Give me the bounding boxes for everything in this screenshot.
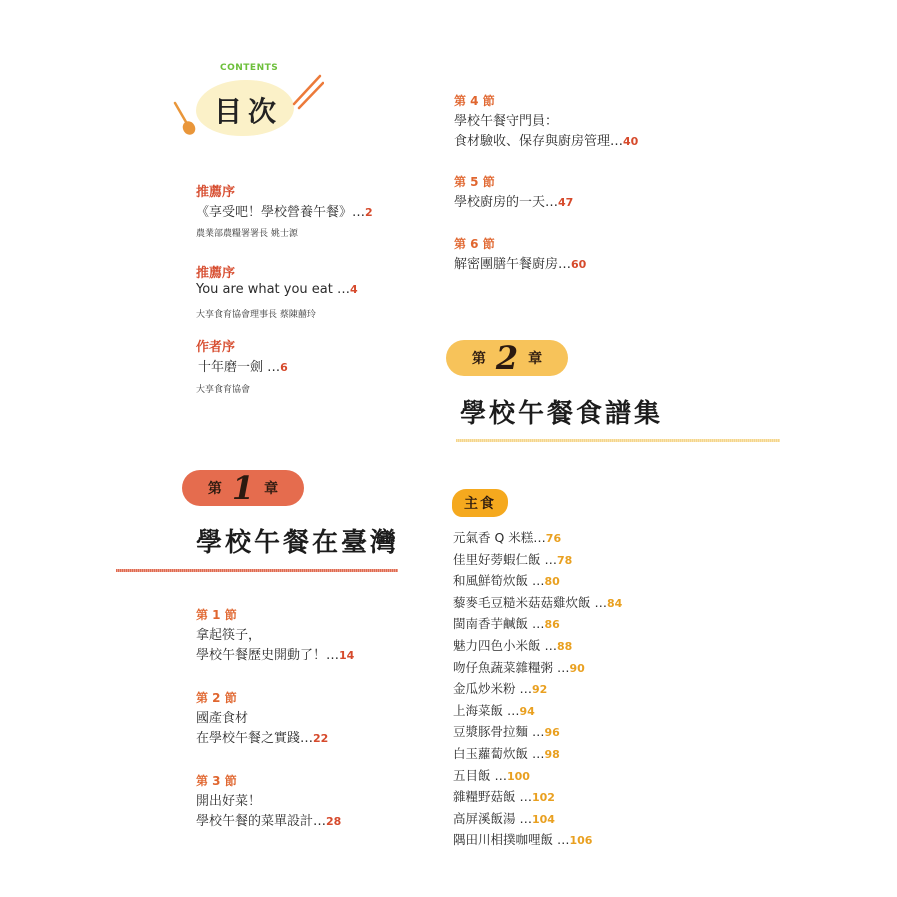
page-title: 目次 (214, 95, 283, 128)
section-2-page: 22 (313, 732, 329, 745)
section-5-heading: 第 5 節 (454, 175, 495, 189)
recipe-item[interactable] (453, 809, 622, 831)
recipe-name: 佳里好蒡蝦仁飯 … (453, 551, 557, 567)
preface-2-page: 4 (349, 283, 358, 296)
recipe-page: 88 (556, 639, 573, 653)
chapter-1-suffix: 章 (264, 481, 279, 497)
section-5-page: 47 (558, 196, 574, 209)
recipe-item[interactable] (453, 571, 622, 593)
section-4-line-1: 學校午餐守門員： (454, 114, 559, 129)
chopsticks-icon (290, 74, 324, 110)
spoon-icon (172, 100, 198, 136)
section-4-page: 40 (623, 135, 639, 148)
preface-2-title[interactable] (196, 282, 358, 297)
section-1-line-2: 學校午餐歷史開動了！… (196, 648, 340, 663)
section-3-line-1: 開出好菜！ (196, 794, 262, 809)
recipe-name: 隅田川相撲咖哩飯 … (453, 832, 570, 848)
section-2-line-2: 在學校午餐之實踐… (196, 731, 314, 746)
section-3-line-2: 學校午餐的菜單設計… (196, 814, 327, 829)
recipe-page: 76 (545, 532, 562, 545)
preface-3-page: 6 (280, 361, 288, 374)
chapter-1-number: 1 (231, 469, 255, 507)
section-6[interactable] (454, 235, 586, 275)
recipe-page: 80 (544, 575, 560, 589)
section-5[interactable] (454, 173, 573, 213)
recipe-page: 100 (506, 769, 530, 783)
recipe-name: 高屏溪飯湯 … (453, 810, 532, 826)
preface-3-title[interactable] (198, 356, 288, 375)
recipe-item[interactable] (453, 830, 622, 852)
section-4-line-2: 食材驗收、保存與廚房管理… (454, 134, 624, 149)
recipe-page: 84 (606, 596, 623, 610)
recipe-item[interactable] (453, 593, 622, 615)
preface-2-text: You are what you eat … (196, 282, 350, 297)
chapter-2-suffix: 章 (528, 351, 543, 367)
preface-1-text: 《享受吧！學校營養午餐》… (196, 205, 366, 220)
recipe-name: 閩南香芋鹹飯 … (453, 616, 545, 632)
chapter-1-divider (116, 569, 398, 572)
recipe-name: 和風鮮筍炊飯 … (453, 573, 545, 589)
chapter-1-title: 學校午餐在臺灣 (196, 528, 400, 558)
chapter-2-number: 2 (495, 339, 519, 377)
preface-1-author: 農業部農糧署署長 姚士源 (196, 229, 298, 239)
preface-2-author: 大享食育協會理事長 蔡陳囍玲 (196, 310, 316, 320)
section-6-page: 60 (571, 258, 587, 271)
chapter-2-prefix: 第 (471, 351, 486, 367)
recipe-name: 藜麥毛豆糙米菇菇雞炊飯 … (453, 594, 607, 610)
preface-3-heading: 作者序 (196, 340, 236, 355)
chapter-2-title: 學校午餐食譜集 (460, 399, 664, 429)
section-1-page: 14 (339, 649, 355, 662)
recipe-name: 白玉蘿蔔炊飯 … (453, 745, 545, 761)
chapter-2-badge (446, 340, 568, 376)
recipe-item[interactable] (453, 550, 622, 572)
chapter-2-divider (456, 439, 780, 442)
recipe-page: 90 (569, 661, 585, 675)
recipe-item[interactable] (453, 744, 622, 766)
recipe-name: 魅力四色小米飯 … (453, 637, 557, 653)
recipe-page: 96 (544, 726, 560, 740)
recipe-item[interactable] (453, 701, 622, 723)
preface-3-author: 大享食育協會 (196, 385, 251, 395)
section-2-heading: 第 2 節 (196, 691, 237, 705)
recipe-item[interactable] (453, 658, 622, 680)
recipe-item[interactable] (453, 766, 622, 788)
recipe-item[interactable] (453, 787, 622, 809)
section-1[interactable] (196, 606, 354, 666)
recipe-name: 上海菜飯 … (453, 702, 520, 718)
chapter-1-badge (182, 470, 304, 506)
recipe-page: 94 (519, 704, 535, 718)
preface-1-title[interactable] (196, 201, 373, 220)
recipe-item[interactable] (453, 614, 622, 636)
preface-1-page: 2 (365, 206, 373, 219)
recipe-item[interactable] (453, 722, 622, 744)
recipe-item[interactable] (453, 636, 622, 658)
section-2-line-1: 國產食材 (196, 711, 249, 726)
recipe-page: 86 (544, 618, 560, 632)
section-2[interactable] (196, 689, 328, 749)
recipe-name: 雜糧野菇飯 … (453, 789, 532, 805)
section-4-heading: 第 4 節 (454, 94, 495, 108)
section-3-heading: 第 3 節 (196, 774, 237, 788)
recipe-item[interactable] (453, 528, 622, 550)
staple-food-category-badge: 主食 (452, 489, 508, 517)
recipe-name: 豆漿豚骨拉麵 … (453, 724, 545, 740)
section-6-line-1: 解密團膳午餐廚房… (454, 257, 572, 272)
recipe-page: 106 (569, 834, 593, 848)
section-3-page: 28 (326, 815, 342, 828)
section-4[interactable] (454, 92, 638, 152)
section-1-heading: 第 1 節 (196, 608, 237, 622)
recipe-page: 104 (531, 812, 555, 826)
section-6-heading: 第 6 節 (454, 237, 495, 251)
section-1-line-1: 拿起筷子， (196, 628, 262, 643)
recipe-name: 金瓜炒米粉 … (453, 681, 532, 697)
section-3[interactable] (196, 772, 341, 832)
recipe-page: 102 (531, 791, 555, 805)
chapter-1-prefix: 第 (207, 481, 222, 497)
recipe-list (453, 528, 622, 852)
recipe-name: 元氣香 Q 米糕… (453, 530, 546, 545)
recipe-name: 五目飯 … (453, 767, 507, 783)
recipe-page: 78 (556, 553, 573, 567)
contents-english-label: CONTENTS (220, 63, 279, 73)
recipe-page: 98 (544, 747, 560, 761)
preface-2-heading: 推薦序 (196, 266, 236, 281)
recipe-item[interactable] (453, 679, 622, 701)
recipe-page: 92 (531, 683, 548, 697)
section-5-line-1: 學校廚房的一天… (454, 195, 559, 210)
recipe-name: 吻仔魚蔬菜雜糧粥 … (453, 659, 570, 675)
preface-3-text: 十年磨一劍 … (198, 360, 281, 375)
preface-1-heading: 推薦序 (196, 185, 236, 200)
